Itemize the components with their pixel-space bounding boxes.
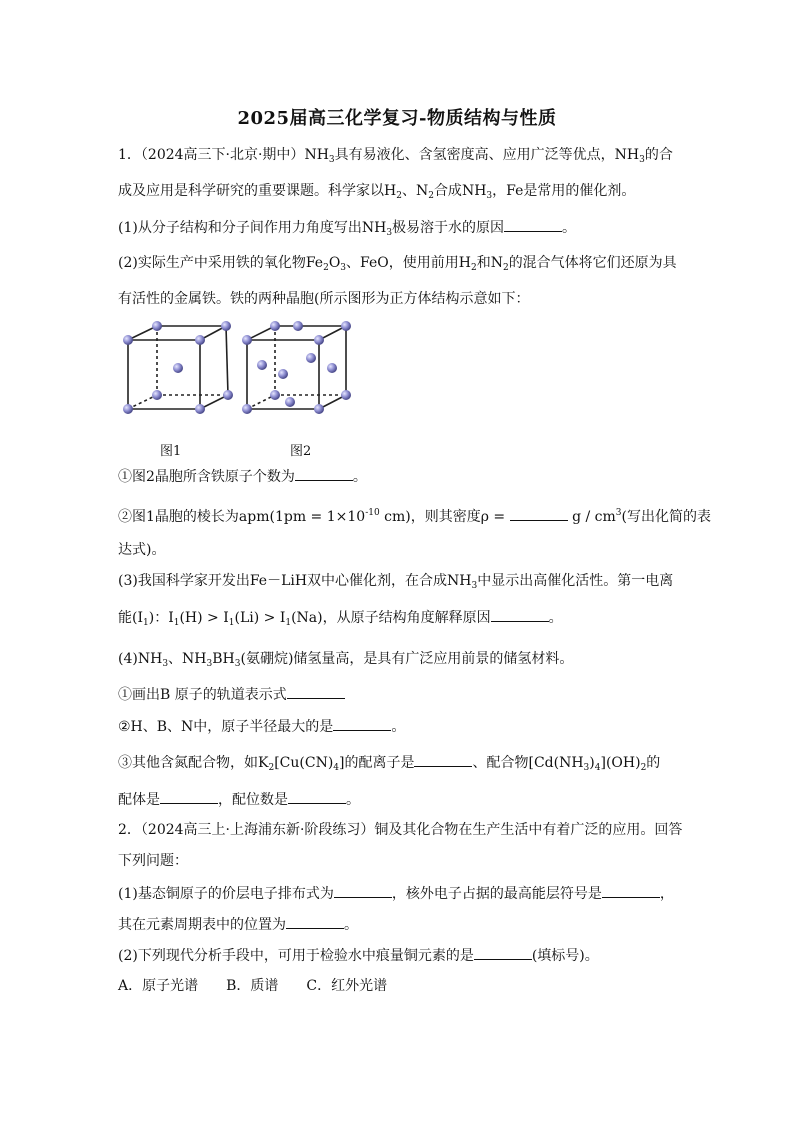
answer-blank[interactable] [414, 752, 472, 767]
q1-sub2-cont: 达式)。 [118, 542, 166, 558]
q1-part4-sub3-cont: 配体是 ，配位数是 。 [118, 789, 360, 810]
q2-line2: 下列问题： [118, 853, 188, 869]
q1-part4-sub3: ③其他含氮配合物，如$K_2[Cu(CN)_4]$的配离子是 、配合物$[Cd(NH_3)_4](OH)_2$的 [118, 752, 660, 778]
answer-blank[interactable] [160, 789, 218, 804]
q1-part1: (1)从分子结构和分子间作用力角度写出$NH_3$极易溶于水的原因 。 [118, 217, 576, 243]
answer-blank[interactable] [287, 684, 345, 699]
page-title: 2025届高三化学复习-物质结构与性质 [237, 108, 557, 129]
q1-part3-line1: (3)我国科学家开发出Fe－LiH双中心催化剂，在合成$NH_3$中显示出高催化活性。第一电离 [118, 573, 674, 591]
answer-blank[interactable] [295, 466, 353, 481]
answer-blank[interactable] [504, 217, 562, 232]
answer-blank[interactable] [334, 883, 392, 898]
q1-part4: $(4)NH_3$、$NH_3BH_3$(氨硼烷)储氢量高，是具有广泛应用前景的储氢材料。 [118, 651, 574, 669]
q1-sub2: ②图1晶胞的棱长为$apm(1pm = 1\times 10^{-10}$ cm)，则其密度$\rho = g / cm^3$(写出化简的表 [118, 508, 711, 525]
q1-sub1: ①图2晶胞所含铁原子个数为 。 [118, 466, 367, 487]
figure1-caption: 图1 [160, 444, 182, 459]
q1-part4-sub2: ②H、B、N中，原子半径最大的是 。 [118, 716, 405, 737]
figure2-caption: 图2 [290, 444, 312, 459]
answer-blank[interactable] [288, 789, 346, 804]
answer-blank[interactable] [491, 607, 549, 622]
answer-blank[interactable] [602, 883, 660, 898]
q1-part2-line1: (2)实际生产中采用铁的氧化物$Fe_2O_3$、FeO，使用前用$H_2$和$N_2$的混合气体将它们还原为具 [118, 255, 677, 273]
answer-blank[interactable] [333, 716, 391, 731]
crystal-diagram [118, 318, 368, 418]
answer-blank[interactable] [474, 945, 532, 960]
q2-part1-line1: (1)基态铜原子的价层电子排布式为 ，核外电子占据的最高能层符号是 ， [118, 883, 674, 904]
q1-part3-line2: 能$(I_1)$：$I_1(H) > I_1(Li) > I_1(Na)$，从原子结构角度解释原因 。 [118, 607, 563, 633]
crystal-cell-figures [118, 318, 368, 422]
q2-line1: 2．（2024高三上·上海浦东新·阶段练习）铜及其化合物在生产生活中有着广泛的应用。回答 [118, 822, 683, 838]
q1-part2-line2: 有活性的金属铁。铁的两种晶胞(所示图形为正方体结构示意如下： [118, 291, 530, 307]
q2-part2: (2)下列现代分析手段中，可用于检验水中痕量铜元素的是 (填标号)。 [118, 945, 599, 966]
q1-line2: 成及应用是科学研究的重要课题。科学家以$H_2$、$N_2$合成$NH_3$，Fe是常用的催化剂。 [118, 183, 636, 201]
q2-options: A．原子光谱 B．质谱 C．红外光谱 [118, 978, 388, 994]
q2-part1-line2: 其在元素周期表中的位置为 。 [118, 914, 358, 935]
answer-blank[interactable] [286, 914, 344, 929]
answer-blank[interactable] [510, 506, 568, 521]
q1-part4-sub1: ①画出B 原子的轨道表示式 [118, 684, 345, 705]
q1-line1: 1．（2024高三下·北京·期中）$NH_3$具有易液化、含氢密度高、应用广泛等优点，$NH_3$的合 [118, 147, 673, 165]
